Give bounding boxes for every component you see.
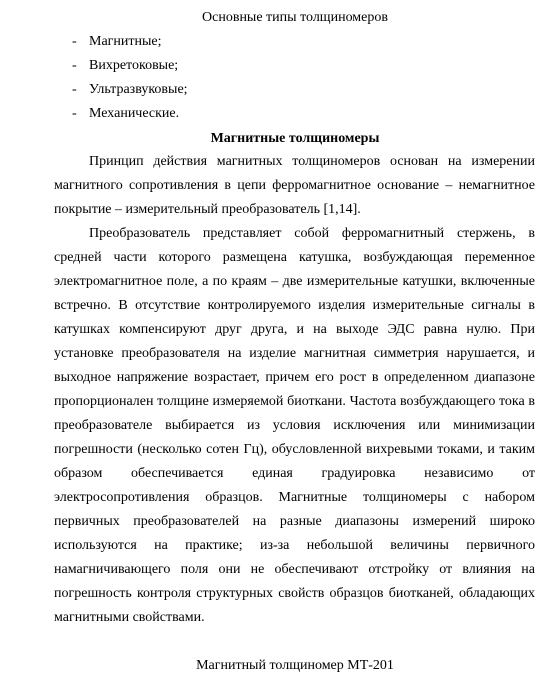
section-heading: Магнитные толщиномеры — [210, 131, 380, 146]
list-marker: - — [72, 58, 77, 73]
figure-caption-cut-off: Магнитный толщиномер МТ-201 — [196, 658, 394, 673]
document-title: Основные типы толщиномеров — [202, 10, 388, 25]
list-item-text: Механические. — [89, 106, 180, 121]
list-item-text: Вихретоковые; — [89, 58, 179, 73]
list-marker: - — [72, 106, 77, 121]
list-item-text: Магнитные; — [89, 34, 162, 49]
paragraph-transducer: Преобразователь представляет собой ферромагнитный стержень, в средней части которого размещена катушка, возбуждающая переменное электромагнитное поле, а по краям – две измерительные катушки, включенные встречно. В отсутствие контролируемого изделия измерительные сигналы в катушках компенсируют друг друга, и на выходе ЭДС равна нулю. При установке преобразователя на изделие магнитная симметрия нарушается, и выходное напряжение возрастает, причем его рост в определенном диапазоне пропорционален толщине измеряемой биоткани. Частота возбуждающего тока в преобразователе выбирается из условия исключения или минимизации погрешности (несколько сотен Гц), обусловленной вихревыми токами, и таким образом обеспечивается единая градуировка независимо от электросопротивления образцов. Магнитные толщиномеры с набором первичных преобразователей на разные диапазоны измерений широко используются на практике; из-за небольшой величины первичного намагничивающего поля они не обеспечивают отстройку от влияния на погрешность контроля структурных свойств образцов биотканей, обладающих магнитными свойствами. — [54, 226, 535, 625]
list-marker: - — [72, 82, 77, 97]
list-marker: - — [72, 34, 77, 49]
paragraph-principle: Принцип действия магнитных толщиномеров основан на измерении магнитного сопротивления в цепи ферромагнитное основание – немагнитное покрытие – измерительный преобразователь [1,14]. — [54, 154, 535, 217]
list-item-text: Ультразвуковые; — [89, 82, 188, 97]
